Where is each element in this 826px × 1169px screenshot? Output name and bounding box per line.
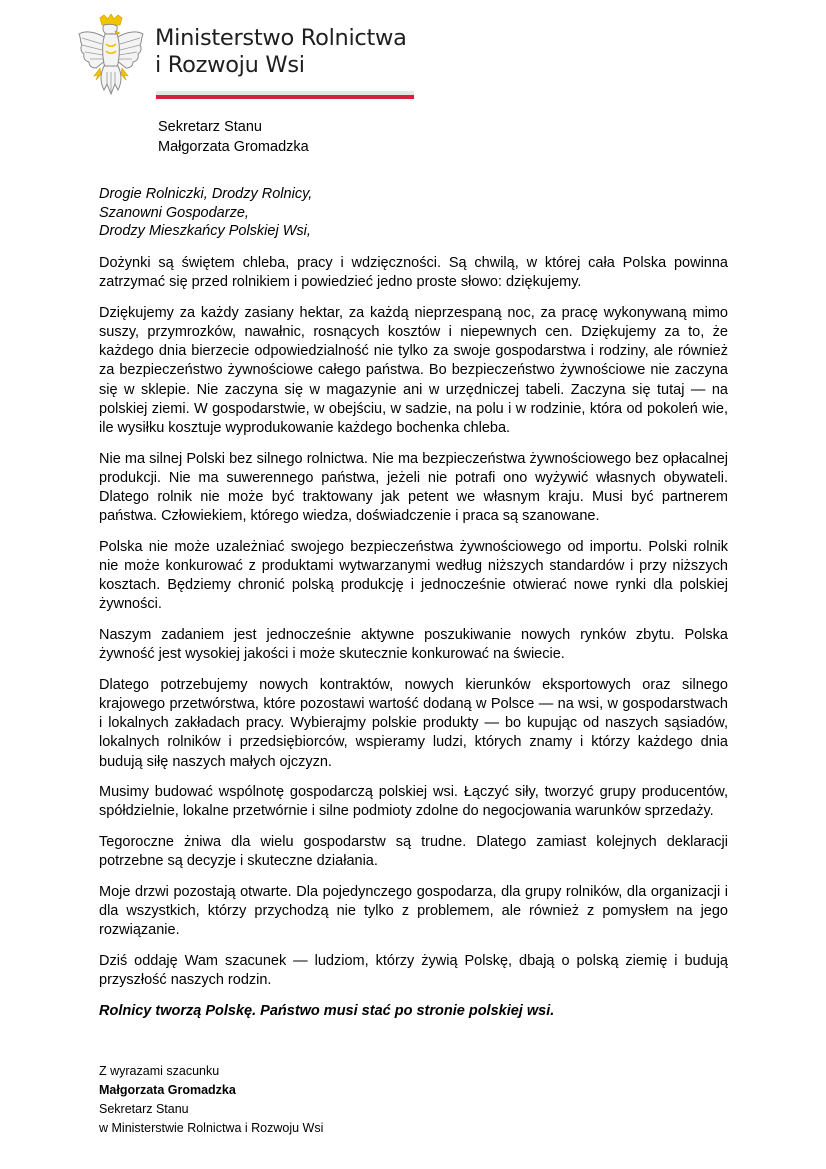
body-paragraph: Polska nie może uzależniać swojego bezpieczeństwa żywnościowego od importu. Polski rolnik nie może konkurować z produktami wytwarzanymi według niższych standardów i przy niższych kosztach. Będziemy chronić polską produkcję i jednocześnie otwierać nowe rynki dla polskiej żywności. xyxy=(99,538,728,613)
signature-role: Sekretarz Stanu xyxy=(99,1102,189,1116)
body-paragraph: Moje drzwi pozostają otwarte. Dla pojedynczego gospodarza, dla grupy rolników, dla organizacji i dla wszystkich, którzy przychodzą nie tylko z problemem, ale również z pomysłem na jego rozwiązanie. xyxy=(99,883,728,939)
letter-body xyxy=(99,254,728,1032)
signature-greeting: Z wyrazami szacunku xyxy=(99,1064,220,1078)
white-eagle-emblem-icon xyxy=(76,14,146,96)
body-paragraph: Dlatego potrzebujemy nowych kontraktów, nowych kierunków eksportowych oraz silnego krajowego przetwórstwa, które pozostawi wartość dodaną w Polsce — na wsi, w gospodarstwach i lokalnych zakładach pracy. Wybierajmy polskie produkty — bo kupując od naszych sąsiadów, lokalnych rolników i przedsiębiorców, wspieramy ludzi, których znamy i którzy każdego dnia budują siłę naszych małych ojczyzn. xyxy=(99,676,728,770)
signature-name: Małgorzata Gromadzka xyxy=(99,1083,236,1097)
body-paragraph: Nie ma silnej Polski bez silnego rolnictwa. Nie ma bezpieczeństwa żywnościowego bez opłacalnej produkcji. Nie ma suwerennego państwa, jeżeli nie potrafi ono wyżywić własnych obywateli. Dlatego rolnik nie może być traktowany jak petent we własnym kraju. Musi być partnerem państwa. Człowiekiem, którego wiedza, doświadczenie i praca są szanowane. xyxy=(99,450,728,525)
signatory-name: Małgorzata Gromadzka xyxy=(158,139,309,155)
signature-block xyxy=(99,1062,323,1138)
body-paragraph: Dziękujemy za każdy zasiany hektar, za każdą nieprzespaną noc, za pracę wykonywaną mimo suszy, przymrozków, nawałnic, rosnących kosztów i niepewnych cen. Dziękujemy za to, że każdego dnia bierzecie odpowiedzialność nie tylko za swoje gospodarstwa i rodziny, ale również za bezpieczeństwo żywnościowe całego państwa. Bo bezpieczeństwo żywnościowe nie zaczyna się w sklepie. Nie zaczyna się w magazynie ani w urzędniczej tabeli. Zaczyna się tutaj — na polskiej ziemi. W gospodarstwie, w obejściu, w sadzie, na polu i w rodzinie, która od pokoleń wie, ile wysiłku kosztuje wyprodukowanie każdego bochenka chleba. xyxy=(99,304,728,437)
body-paragraph: Naszym zadaniem jest jednocześnie aktywne poszukiwanie nowych rynków zbytu. Polska żywność jest wysokiej jakości i może skutecznie konkurować na świecie. xyxy=(99,627,728,663)
signatory-role: Sekretarz Stanu xyxy=(158,119,262,135)
salutation xyxy=(99,185,312,241)
closing-statement: Rolnicy tworzą Polskę. Państwo musi stać po stronie polskiej wsi. xyxy=(99,1002,555,1019)
salutation-line: Szanowni Gospodarze, xyxy=(99,204,249,221)
letterhead xyxy=(76,12,418,100)
body-paragraph: Musimy budować wspólnotę gospodarczą polskiej wsi. Łączyć siły, tworzyć grupy producentów, spółdzielnie, lokalne przetwórnie i silne podmioty zdolne do negocjowania warunków sprzedaży. xyxy=(99,784,728,820)
body-paragraph: Dziś oddaję Wam szacunek — ludziom, którzy żywią Polskę, dbają o polską ziemię i budują przyszłość naszych rodzin. xyxy=(99,952,728,989)
ministry-name-line2: i Rozwoju Wsi xyxy=(155,52,305,78)
flag-stripe xyxy=(156,91,414,99)
body-paragraph: Dożynki są świętem chleba, pracy i wdzięczności. Są chwilą, w której cała Polska powinna zatrzymać się przed rolnikiem i powiedzieć jedno proste słowo: dziękujemy. xyxy=(99,255,728,291)
salutation-line: Drodzy Mieszkańcy Polskiej Wsi, xyxy=(99,223,311,239)
ministry-name xyxy=(155,25,407,79)
flag-stripe-red xyxy=(156,95,414,99)
signatory-header xyxy=(158,117,309,157)
salutation-line: Drogie Rolniczki, Drodzy Rolnicy, xyxy=(99,186,313,202)
signature-institution: w Ministerstwie Rolnictwa i Rozwoju Wsi xyxy=(99,1121,324,1135)
ministry-name-line1: Ministerstwo Rolnictwa xyxy=(155,25,407,51)
body-paragraph: Tegoroczne żniwa dla wielu gospodarstw są trudne. Dlatego zamiast kolejnych deklaracji potrzebne są decyzje i skuteczne działania. xyxy=(99,834,728,870)
